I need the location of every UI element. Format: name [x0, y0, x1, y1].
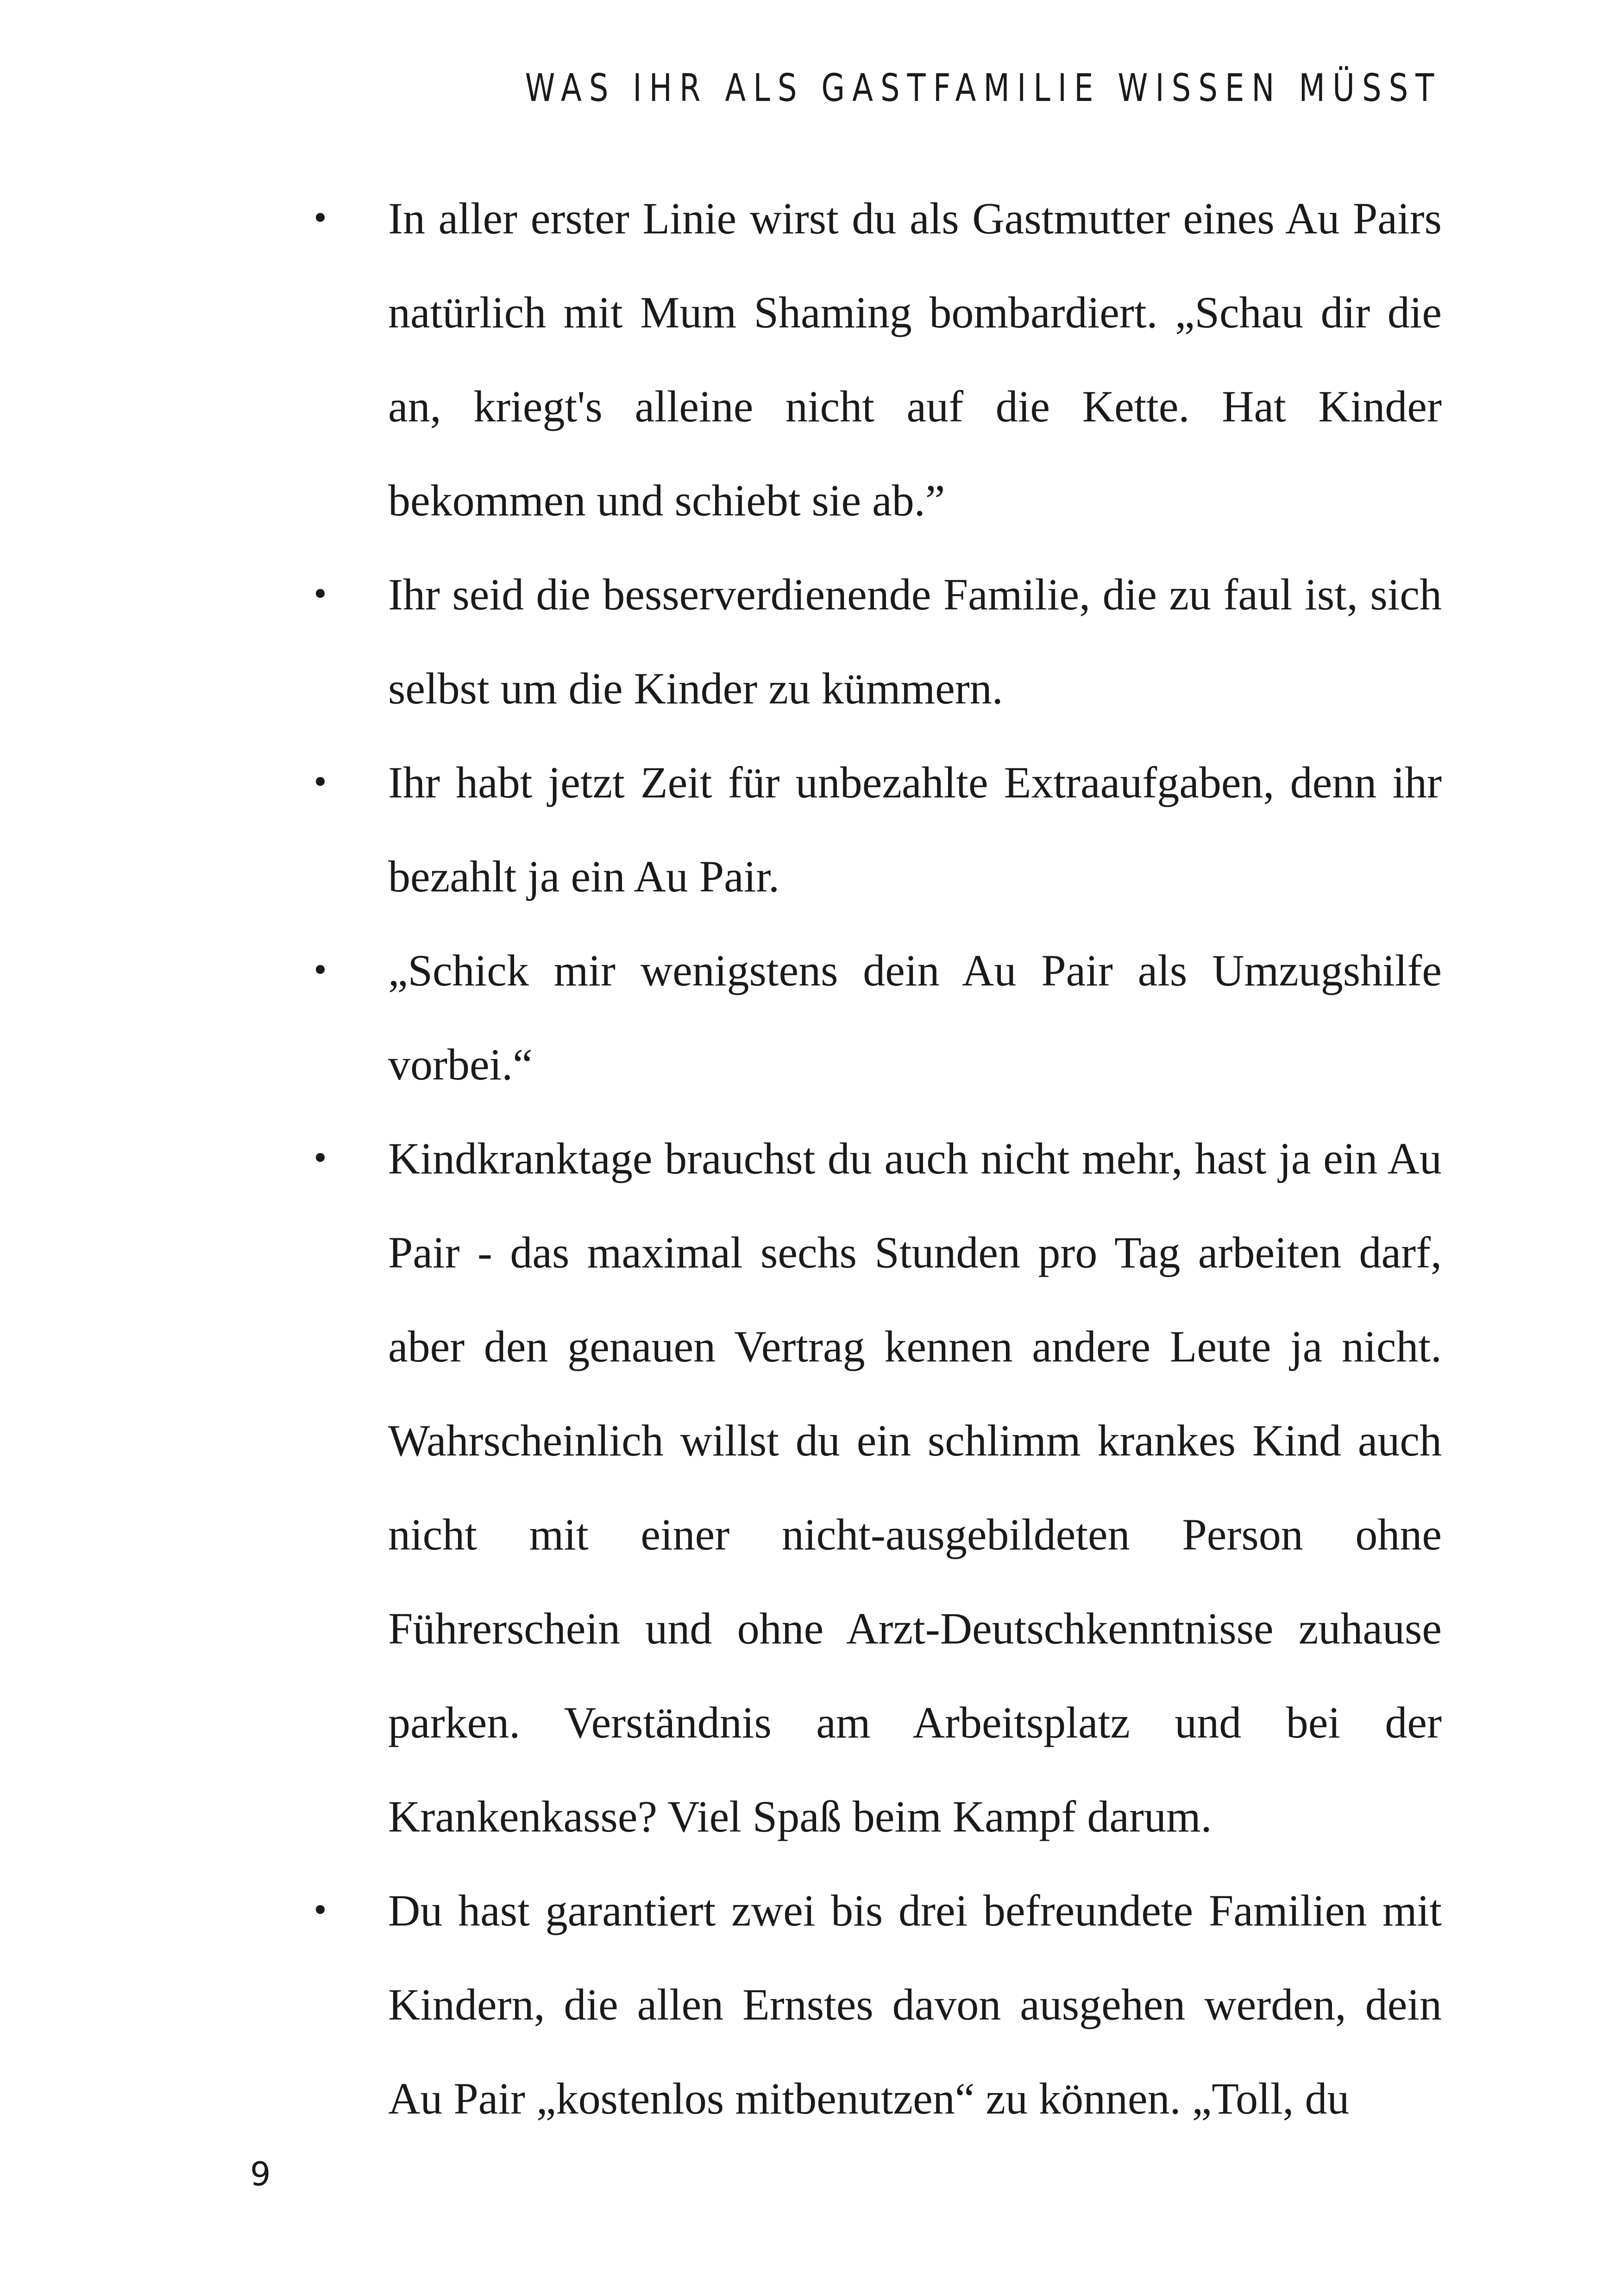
list-item [311, 547, 1442, 735]
list-item-text: In aller erster Linie wirst du als Gastmutter eines Au Pairs natürlich mit Mum Shaming bombardiert. „Schau dir die an, kriegt's alleine nicht auf die Kette. Hat Kinder bekommen und schiebt sie ab.” [388, 194, 1442, 525]
list-item-text: Ihr habt jetzt Zeit für unbezahlte Extraaufgaben, denn ihr bezahlt ja ein Au Pair. [388, 758, 1442, 901]
bullet-icon: • [311, 577, 329, 612]
bullet-icon: • [311, 1893, 329, 1928]
bullet-icon: • [311, 1141, 329, 1176]
page-number: 9 [250, 2155, 271, 2193]
list-item [311, 923, 1442, 1111]
list-item [311, 735, 1442, 923]
running-header: WAS IHR ALS GASTFAMILIE WISSEN MÜSST [525, 66, 1441, 110]
bullet-list [311, 171, 1442, 2145]
list-item-text: „Schick mir wenigstens dein Au Pair als Umzugshilfe vorbei.“ [388, 946, 1442, 1089]
list-item [311, 1863, 1442, 2145]
list-item [311, 1111, 1442, 1863]
bullet-icon: • [311, 765, 329, 800]
bullet-icon: • [311, 953, 329, 988]
list-item-text: Du hast garantiert zwei bis drei befreundete Familien mit Kindern, die allen Ernstes davon ausgehen werden, dein Au Pair „kostenlos mitbenutzen“ zu können. „Toll, du [388, 1886, 1442, 2123]
list-item-text: Ihr seid die besserverdienende Familie, die zu faul ist, sich selbst um die Kinder zu kümmern. [388, 570, 1442, 713]
bullet-icon: • [311, 201, 329, 236]
list-item [311, 171, 1442, 547]
list-item-text: Kindkranktage brauchst du auch nicht mehr, hast ja ein Au Pair - das maximal sechs Stunden pro Tag arbeiten darf, aber den genauen Vertrag kennen andere Leute ja nicht. Wahrscheinlich willst du ein schlimm krankes Kind auch nicht mit einer nicht-ausgebildeten Person ohne Führerschein und ohne Arzt-Deutschkenntnisse zuhause parken. Verständnis am Arbeitsplatz und bei der Krankenkasse? Viel Spaß beim Kampf darum. [388, 1134, 1442, 1841]
